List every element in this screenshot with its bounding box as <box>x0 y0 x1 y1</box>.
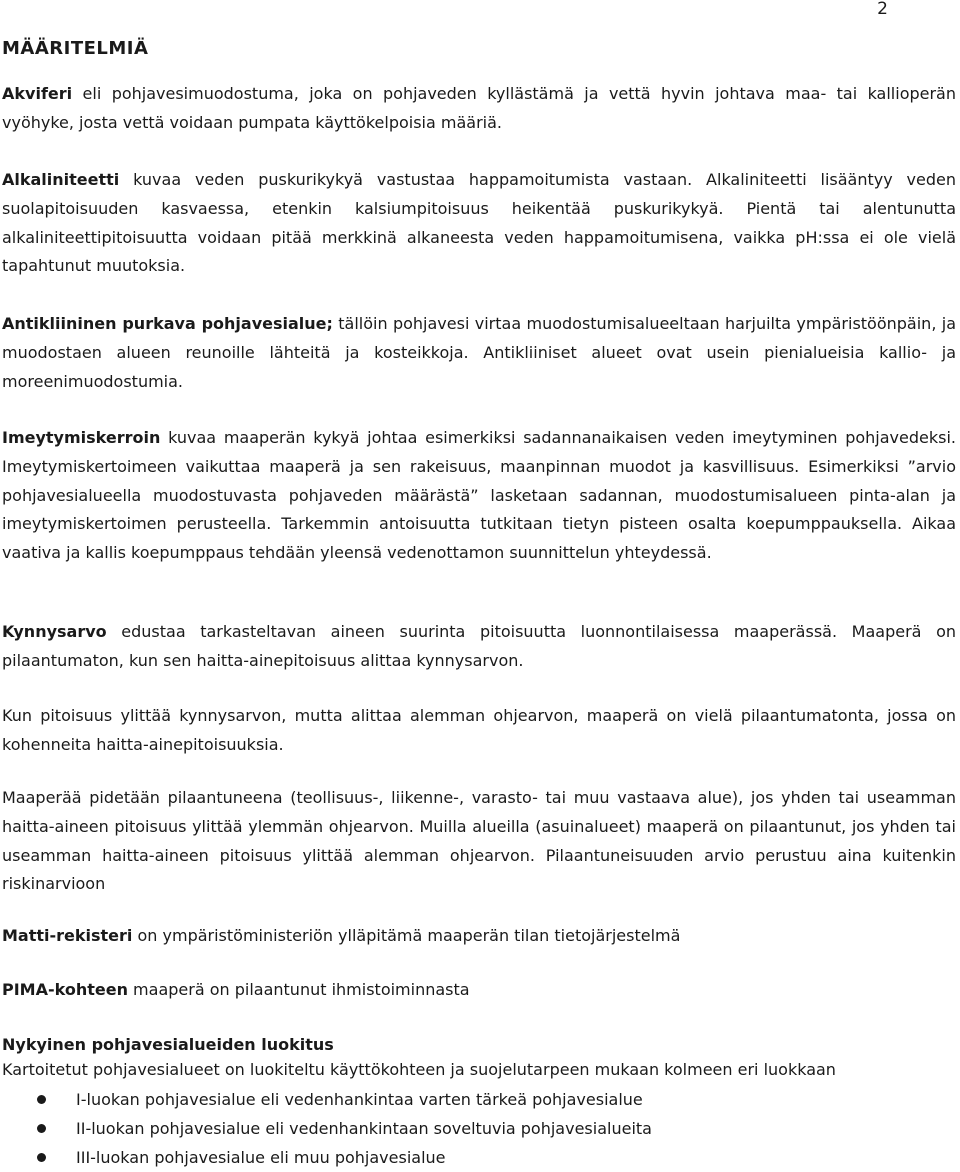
definition-pima-kohde <box>2 976 956 1005</box>
page-title: MÄÄRITELMIÄ <box>2 38 149 59</box>
paragraph-threshold-exceeded: Kun pitoisuus ylittää kynnysarvon, mutta alittaa alemman ohjearvon, maaperä on vielä pilaantumatonta, jossa on kohenneita haitta-ainepitoisuuksia. <box>2 706 956 754</box>
definition-term: Antikliininen purkava pohjavesialue; <box>2 314 333 333</box>
definition-kynnysarvo <box>2 618 956 676</box>
definition-term: Alkaliniteetti <box>2 170 120 189</box>
definition-text: kuvaa veden puskurikykyä vastustaa happamoitumista vastaan. Alkaliniteetti lisääntyy veden suolapitoisuuden kasvaessa, etenkin kalsiumpitoisuus heikentää puskurikykyä. Pientä tai alentunutta alkaliniteettipitoisuutta voidaan pitää merkkinä alkaneesta veden happamoitumisena, vaikka pH:ssa ei ole vielä tapahtunut muutoksia. <box>2 170 956 276</box>
definition-text: on ympäristöministeriön ylläpitämä maaperän tilan tietojärjestelmä <box>132 926 681 945</box>
list-item: I-luokan pohjavesialue eli vedenhankintaa varten tärkeä pohjavesialue <box>36 1085 652 1114</box>
definition-imeytymiskerroin <box>2 424 956 568</box>
definition-term: PIMA-kohteen <box>2 980 128 999</box>
definition-text: maaperä on pilaantunut ihmistoiminnasta <box>127 980 470 999</box>
definition-text: kuvaa maaperän kykyä johtaa esimerkiksi sadannanaikaisen veden imeytyminen pohjavedeksi. Imeytymiskertoimeen vaikuttaa maaperä ja sen rakeisuus, maanpinnan muodot ja kasvillisuus. Esimerkiksi ”arvio pohjavesialueella muodostuvasta pohjaveden määrästä” lasketaan sadannan, muodostumisalueen pinta-alan ja imeytymiskertoimen perusteella. Tarkemmin antoisuutta tutkitaan tietyn pisteen osalta koepumppauksella. Aikaa vaativa ja kallis koepumppaus tehdään yleensä vedenottamon suunnittelun yhteydessä. <box>2 428 956 563</box>
page-number: 2 <box>877 0 888 19</box>
paragraph-contaminated-soil: Maaperää pidetään pilaantuneena (teollisuus-, liikenne-, varasto- tai muu vastaava alue), jos yhden tai useamman haitta-aineen pitoisuus ylittää ylemmän ohjearvon. Muilla alueilla (asuinalueet) maaperä on pilaantunut, jos yhden tai useamman haitta-aineen pitoisuus ylittää alemman ohjearvon. Pilaantuneisuuden arvio perustuu aina kuitenkin riskinarvioon <box>2 788 956 894</box>
classification-intro: Kartoitetut pohjavesialueet on luokiteltu käyttökohteen ja suojelutarpeen mukaan kolmeen eri luokkaan <box>2 1060 836 1079</box>
definition-term: Imeytymiskerroin <box>2 428 161 447</box>
definition-term: Kynnysarvo <box>2 622 107 641</box>
list-item: III-luokan pohjavesialue eli muu pohjavesialue <box>36 1143 652 1172</box>
definition-text: eli pohjavesimuodostuma, joka on pohjaveden kyllästämä ja vettä hyvin johtava maa- tai kallioperän vyöhyke, josta vettä voidaan pumpata käyttökelpoisia määriä. <box>2 84 956 132</box>
definition-term: Akviferi <box>2 84 73 103</box>
definition-antikliininen <box>2 310 956 396</box>
classification-list <box>36 1085 652 1172</box>
definition-term: Matti-rekisteri <box>2 926 133 945</box>
list-item: II-luokan pohjavesialue eli vedenhankintaan soveltuvia pohjavesialueita <box>36 1114 652 1143</box>
classification-title: Nykyinen pohjavesialueiden luokitus <box>2 1035 334 1054</box>
definition-alkaliniteetti <box>2 166 956 281</box>
definition-akviferi <box>2 80 956 138</box>
definition-matti-rekisteri <box>2 922 956 951</box>
definition-text: tällöin pohjavesi virtaa muodostumisalueeltaan harjuilta ympäristöönpäin, ja muodostaen alueen reunoille lähteitä ja kosteikkoja. Antikliiniset alueet ovat usein pienialueisia kallio- ja moreenimuodostumia. <box>2 314 957 391</box>
definition-text: edustaa tarkasteltavan aineen suurinta pitoisuutta luonnontilaisessa maaperässä. Maaperä on pilaantumaton, kun sen haitta-ainepitoisuus alittaa kynnysarvon. <box>2 622 956 670</box>
